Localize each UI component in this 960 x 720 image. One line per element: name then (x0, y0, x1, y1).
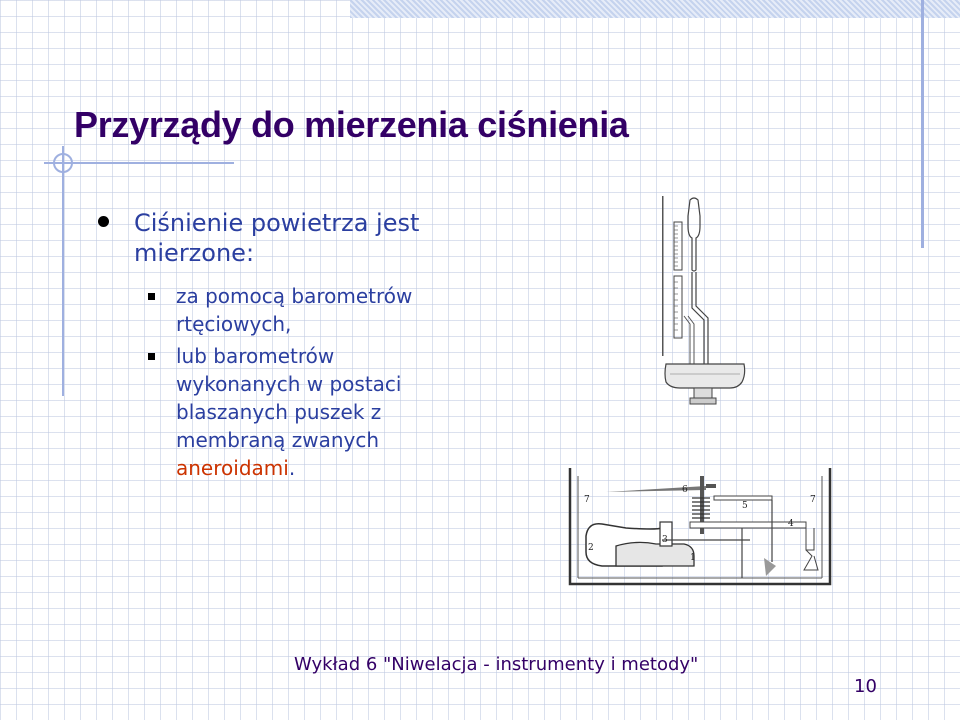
aneroid-label-7-right: 7 (810, 495, 816, 505)
slide-body (96, 208, 456, 486)
page-number: 10 (854, 676, 877, 697)
aneroid-label-6: 6 (682, 485, 688, 495)
slide-title: Przyrządy do mierzenia ciśnienia (74, 104, 629, 145)
right-vertical-rule (921, 0, 924, 248)
highlighted-term: aneroidami (176, 456, 289, 480)
sub-bullet-text: za pomocą barometrów rtęciowych, (176, 284, 413, 336)
bullet-text: Ciśnienie powietrza jest mierzone: (134, 209, 420, 267)
square-bullet-icon (148, 353, 155, 360)
aneroid-label-5: 5 (742, 501, 748, 511)
aneroid-barometer-diagram (566, 466, 834, 590)
square-bullet-icon (148, 293, 155, 300)
bullet-dot-icon (98, 216, 109, 227)
aneroid-label-4: 4 (788, 519, 794, 529)
sub-bullet-punctuation: . (288, 456, 296, 480)
sub-bullet-item (96, 282, 456, 338)
sub-bullet-item (96, 342, 456, 482)
aneroid-label-3: 3 (662, 535, 668, 545)
aneroid-label-1: 1 (690, 553, 696, 563)
sub-bullet-list (96, 282, 456, 482)
aneroid-label-7-left: 7 (584, 495, 590, 505)
footer-text: Wykład 6 "Niwelacja - instrumenty i metody" (294, 654, 699, 675)
sub-bullet-text: lub barometrów wykonanych w postaci blaszanych puszek z membraną zwanych (176, 344, 402, 452)
aneroid-label-2: 2 (588, 543, 594, 553)
mercury-barometer-diagram (660, 196, 750, 412)
bullet-item (96, 208, 456, 268)
top-decorative-band (350, 0, 960, 18)
